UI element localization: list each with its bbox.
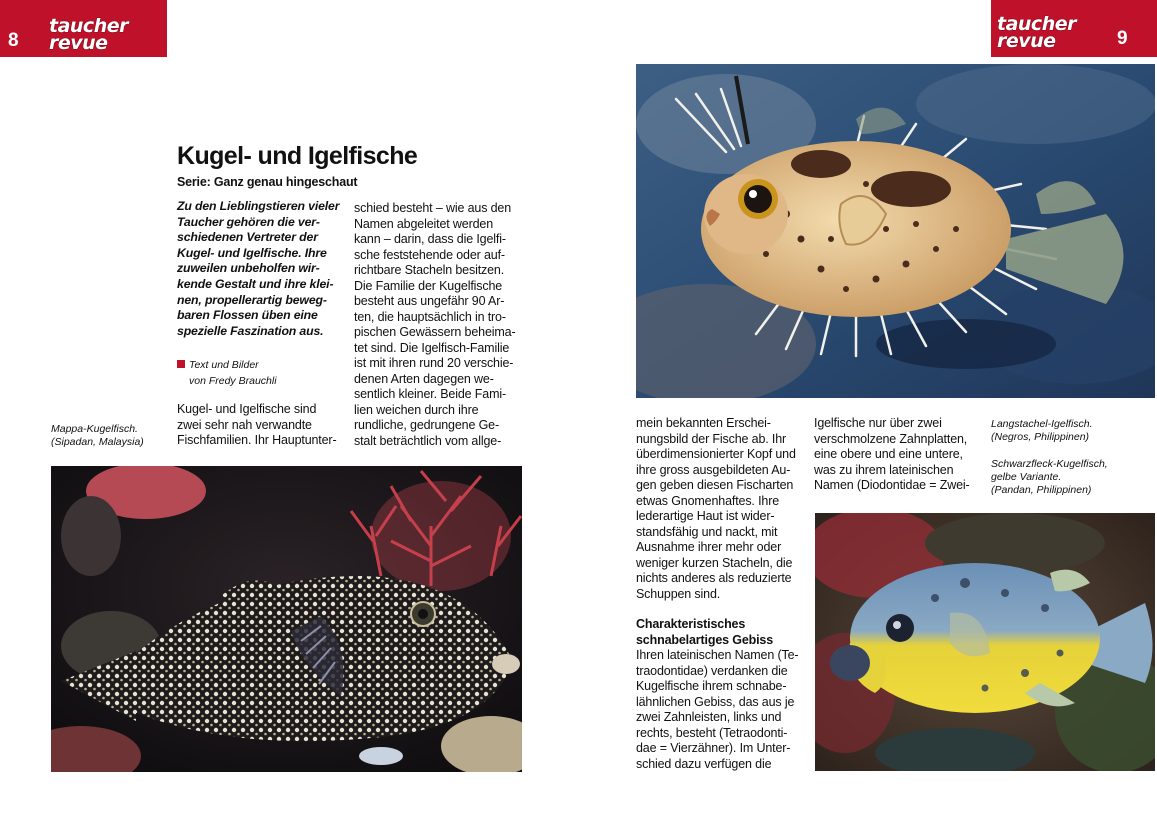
text-line: eine obere und eine untere, (814, 447, 963, 461)
logo-line-1: taucher (49, 15, 128, 37)
text-line: zwei Zahnleisten, links und (636, 710, 782, 724)
caption-line: (Pandan, Philippinen) (991, 484, 1092, 496)
text-line: pischen Gewässern beheima- (354, 325, 516, 339)
article-subtitle: Serie: Ganz genau hingeschaut (177, 175, 358, 189)
text-line: lähnlichen Gebiss, das aus je (636, 694, 795, 709)
magazine-logo (49, 15, 128, 54)
text-line: verschmolzene Zahnplatten, (814, 431, 968, 446)
left-page-number: 8 (8, 30, 19, 51)
lead-line: Taucher gehören die ver- (177, 214, 320, 229)
text-line: überdimensionierter Kopf und (636, 447, 796, 461)
author-credit (177, 357, 347, 389)
mappa-puffer-photo (51, 466, 522, 772)
text-line: was zu ihrem lateinischen (814, 462, 954, 477)
text-line: Kugelfische ihrem schnabe- (636, 679, 787, 693)
text-line: gen geben diesen Fischarten (636, 478, 794, 492)
lead-line: nen, propellerartig beweg- (177, 292, 327, 307)
text-line: Igelfische nur über zwei (814, 416, 942, 430)
lead-line: schiedenen Vertreter der (177, 230, 318, 245)
blackspotted-puffer-photo (815, 513, 1155, 771)
left-page-header-tab (0, 0, 167, 57)
subheading-line: schnabelartiges Gebiss (636, 632, 774, 647)
text-line: rundliche, gedrungene Ge- (354, 418, 499, 432)
caption-line: Schwarzfleck-Kugelfisch, (991, 458, 1108, 470)
logo-line-2: revue (49, 32, 108, 54)
text-line: schied besteht – wie aus den (354, 201, 512, 215)
article-column-4 (814, 416, 981, 494)
text-line: sche feststehende oder auf- (354, 247, 505, 262)
section-subheading (636, 617, 803, 648)
text-line: Ausnahme ihrer mehr oder (636, 540, 782, 554)
text-line: traodontidae) verdanken die (636, 663, 788, 678)
caption-line: Mappa-Kugelfisch. (51, 423, 138, 435)
article-column-2 (354, 201, 522, 449)
text-line: ihre gross ausgebildeten Au- (636, 462, 791, 477)
text-line: kann – darin, dass die Igelfi- (354, 232, 506, 246)
article-column-1 (177, 402, 344, 449)
porcupinefish-photo (636, 64, 1155, 398)
lead-line: zuweilen unbeholfen wir- (177, 261, 320, 276)
credit-line-2: von Fredy Brauchli (189, 375, 277, 387)
text-line: stalt beträchtlich vom allge- (354, 433, 502, 448)
caption-line: Langstachel-Igelfisch. (991, 418, 1093, 430)
caption-line: (Negros, Philippinen) (991, 431, 1090, 443)
paragraph-gap (636, 602, 803, 617)
text-line: mein bekannten Erschei- (636, 416, 771, 430)
right-page-header-tab (991, 0, 1157, 57)
credit-line-1: Text und Bilder (189, 359, 259, 371)
text-line: rechts, besteht (Tetraodonti- (636, 725, 788, 740)
text-line: dae = Vierzähner). Im Unter- (636, 741, 791, 755)
text-line: ist mit ihren rund 20 verschie- (354, 356, 514, 370)
text-line: Fischfamilien. Ihr Hauptunter- (177, 433, 337, 447)
text-line: besteht aus ungefähr 90 Ar- (354, 294, 505, 308)
article-title: Kugel- und Igelfische (177, 142, 418, 170)
photo-caption-schwarzfleck (991, 458, 1151, 497)
text-line: Schuppen sind. (636, 586, 721, 601)
article-lead (177, 199, 347, 339)
right-page-number: 9 (1117, 28, 1128, 49)
text-line: weniger kurzen Stacheln, die (636, 555, 793, 570)
photo-caption-langstachel (991, 418, 1151, 444)
text-line: lien weichen durch ihre (354, 402, 479, 417)
lead-line: spezielle Faszination aus. (177, 323, 324, 338)
text-line: Kugel- und Igelfische sind (177, 402, 317, 416)
text-line: Ihren lateinischen Namen (Te- (636, 648, 799, 662)
text-line: zwei sehr nah verwandte (177, 417, 312, 432)
text-line: nichts anderes als reduzierte (636, 571, 792, 585)
magazine-logo (997, 13, 1076, 52)
text-line: tet sind. Die Igelfisch-Familie (354, 340, 510, 355)
text-line: etwas Gnomenhaftes. Ihre (636, 493, 780, 508)
text-line: lederartige Haut ist wider- (636, 509, 775, 523)
logo-line-1: taucher (997, 13, 1076, 35)
caption-line: (Sipadan, Malaysia) (51, 436, 144, 448)
text-line: denen Arten dagegen we- (354, 371, 494, 386)
text-line: schied dazu verfügen die (636, 756, 772, 771)
red-square-marker (177, 360, 185, 368)
text-line: Namen abgeleitet werden (354, 216, 494, 231)
text-line: standsfähig und nackt, mit (636, 524, 778, 539)
logo-line-2: revue (997, 30, 1056, 52)
text-line: Namen (Diodontidae = Zwei- (814, 478, 970, 492)
lead-line: Kugel- und Igelfische. Ihre (177, 245, 327, 260)
caption-line: gelbe Variante. (991, 471, 1062, 483)
text-line: richtbare Stacheln besitzen. (354, 263, 505, 277)
lead-line: baren Flossen üben eine (177, 308, 318, 323)
photo-caption-mappa (51, 423, 171, 449)
lead-line: kende Gestalt und ihre klei- (177, 276, 334, 291)
text-line: Die Familie der Kugelfische (354, 278, 503, 293)
text-line: sentlich kleiner. Beide Fami- (354, 387, 506, 401)
article-column-3 (636, 416, 803, 772)
subheading-line: Charakteristisches (636, 617, 746, 631)
lead-line: Zu den Lieblingstieren vieler (177, 199, 340, 213)
text-line: nungsbild der Fische ab. Ihr (636, 431, 787, 446)
text-line: ten, die hauptsächlich in tro- (354, 309, 506, 324)
